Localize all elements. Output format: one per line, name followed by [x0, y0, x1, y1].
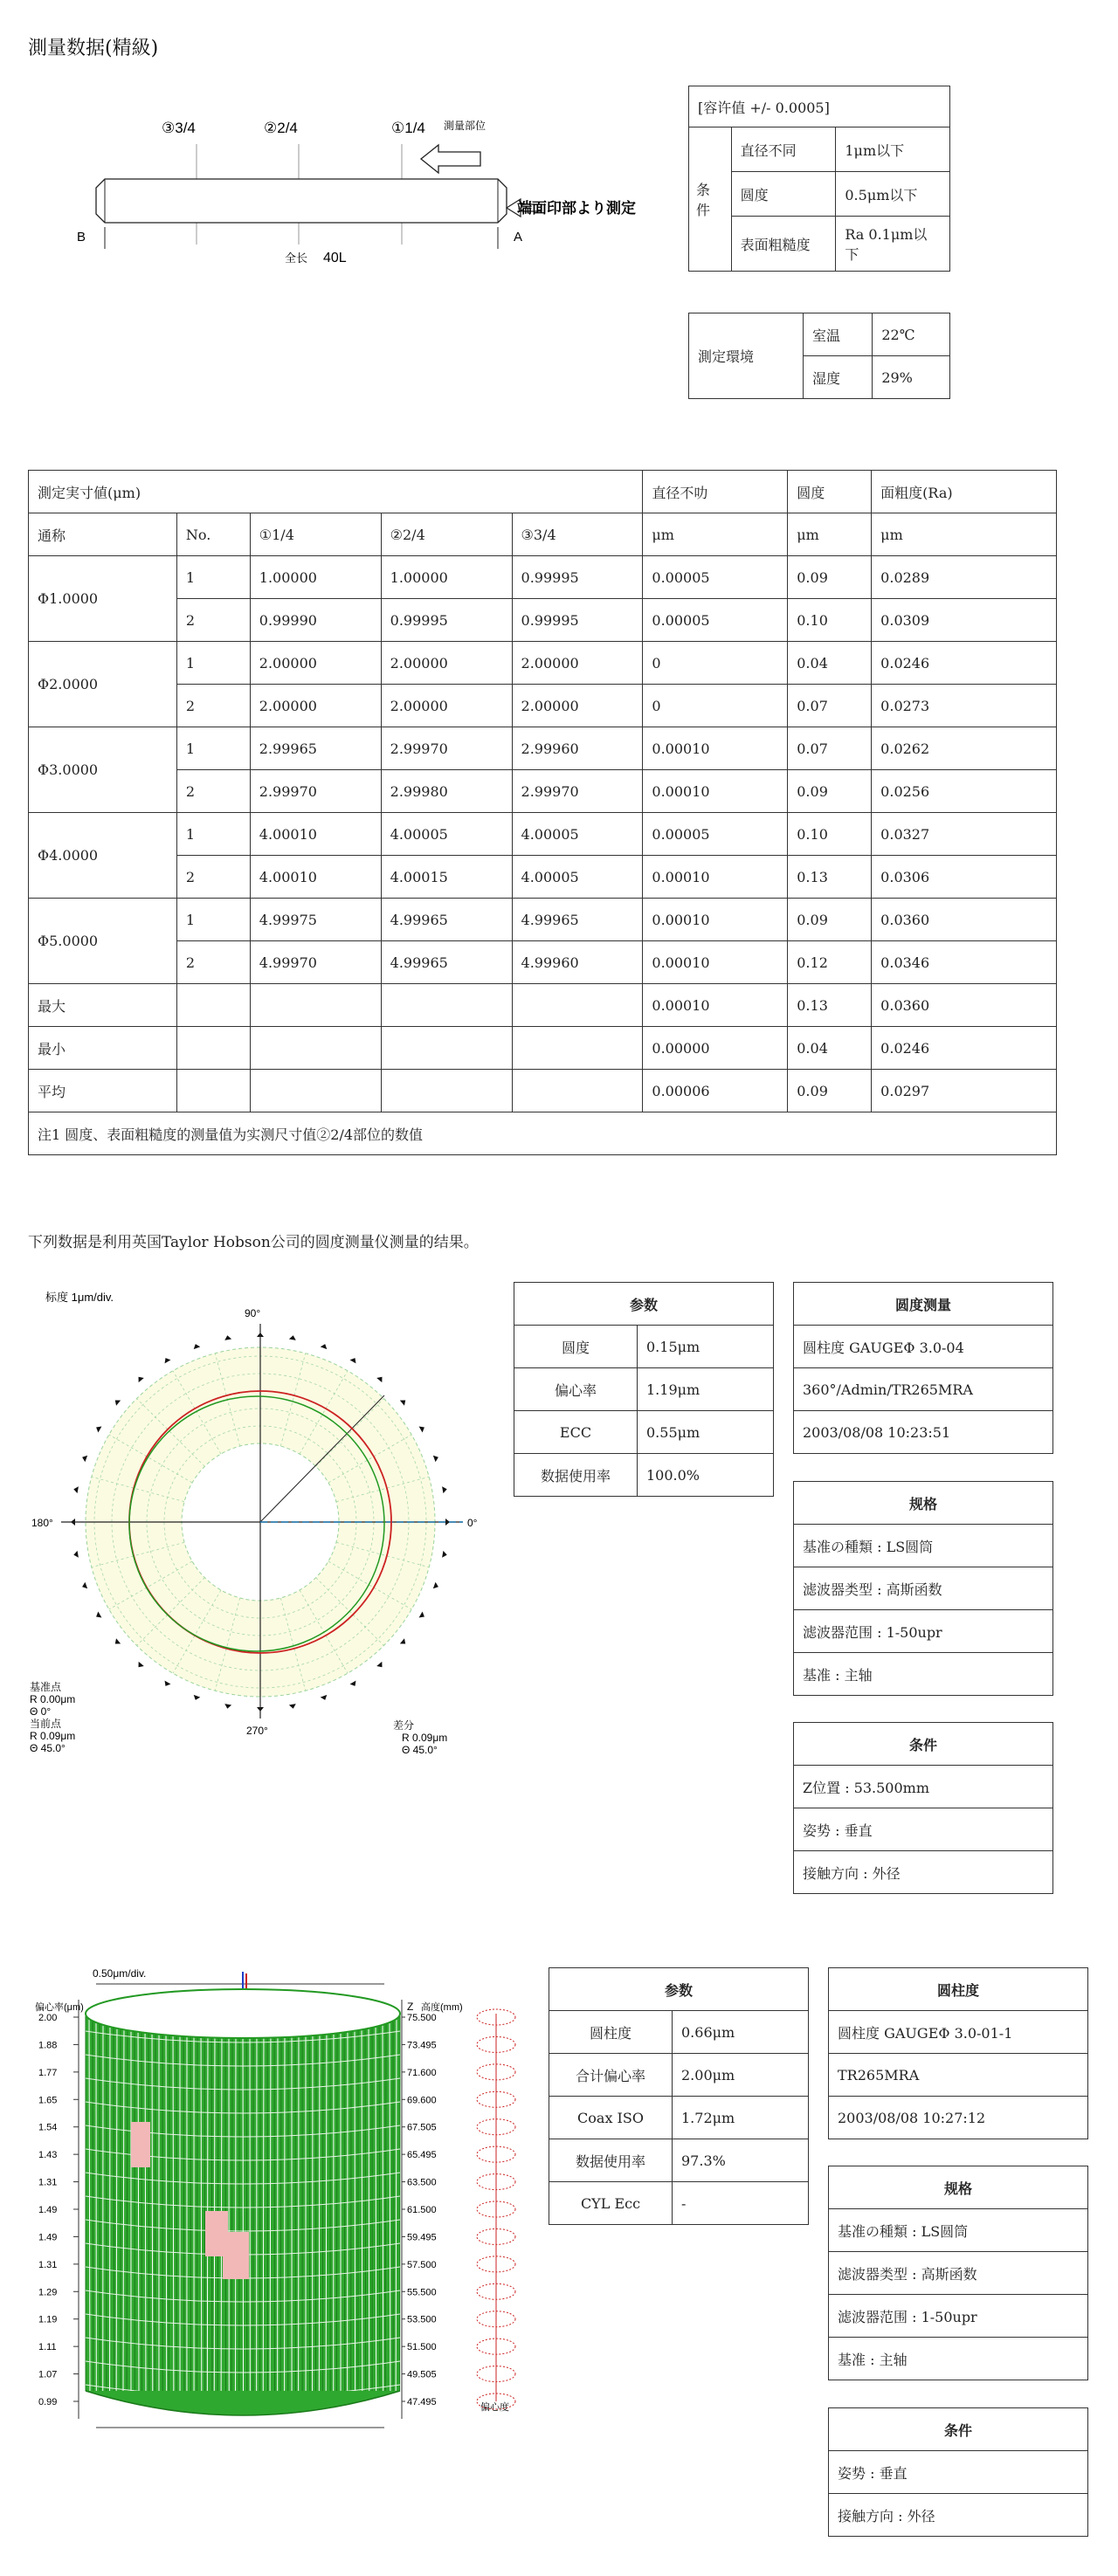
- round-cell: 0.07: [788, 685, 872, 727]
- rough-cell: 0.0256: [872, 770, 1057, 813]
- header-measured: 測定実寸値(μm): [29, 471, 643, 513]
- cylinder-hatch: [166, 2014, 167, 2391]
- round-cell: 0.10: [788, 813, 872, 856]
- condition-label: 条件: [689, 127, 732, 272]
- rough-cell: 0.0289: [872, 556, 1057, 599]
- spec-row: 滤波器范围 : 1-50upr: [829, 2295, 1088, 2338]
- length-value: 40L: [323, 251, 347, 265]
- rough-cell: 0.0360: [872, 984, 1057, 1027]
- spec-row: 基准の種類 : LS圆筒: [829, 2209, 1088, 2252]
- summary-label: 最大: [29, 984, 177, 1027]
- round-cell: 0.09: [788, 1070, 872, 1112]
- param-value: 100.0%: [638, 1454, 774, 1497]
- cond-row: 姿势 : 垂直: [794, 1808, 1053, 1851]
- p1-cell: 2.99965: [250, 727, 381, 770]
- cond-row: 接触方向 : 外径: [829, 2494, 1088, 2537]
- cur-point-theta: Θ 45.0°: [30, 1742, 66, 1754]
- param-name: 数据使用率: [514, 1454, 638, 1497]
- cylinder-top: [86, 1989, 400, 2038]
- diff-cell: 0.00010: [643, 899, 788, 941]
- rough-cell: 0.0262: [872, 727, 1057, 770]
- tolerance-name: 直径不同: [731, 127, 836, 172]
- nominal-cell: Φ1.0000: [29, 556, 177, 642]
- diff-cell: 0.00010: [643, 941, 788, 984]
- p3-cell: 4.00005: [512, 856, 643, 899]
- p2-cell: 1.00000: [381, 556, 512, 599]
- ecc-tick-label: 0.99: [38, 2397, 58, 2407]
- height-tick-label: 53.500: [407, 2314, 437, 2325]
- cylinder-bottom: [86, 2391, 400, 2415]
- sub-no: No.: [176, 513, 250, 556]
- p2-cell: 4.00005: [381, 813, 512, 856]
- p3-cell: 2.99960: [512, 727, 643, 770]
- p1-cell: 2.99970: [250, 770, 381, 813]
- height-tick-label: 67.505: [407, 2122, 437, 2133]
- height-tick-label: 51.500: [407, 2342, 437, 2353]
- cylinder-hatch: [148, 2014, 149, 2391]
- p2-cell: 2.99970: [381, 727, 512, 770]
- tolerance-table: [688, 86, 950, 272]
- nominal-cell: Φ3.0000: [29, 727, 177, 813]
- pos1-label: ①1/4: [391, 120, 425, 136]
- spec-row: 滤波器类型 : 高斯函数: [794, 1567, 1053, 1610]
- row-no: 2: [176, 685, 250, 727]
- rough-cell: 0.0246: [872, 642, 1057, 685]
- height-tick-label: 59.495: [407, 2232, 437, 2243]
- height-axis-label: 高度(mm): [421, 2002, 463, 2013]
- measure-title: 圆柱度: [829, 1968, 1088, 2011]
- z-label: Z: [407, 2001, 414, 2013]
- header-roughness: 面粗度(Ra): [872, 471, 1057, 513]
- rough-cell: 0.0327: [872, 813, 1057, 856]
- diff-cell: 0.00006: [643, 1070, 788, 1112]
- sub-p2: ②2/4: [381, 513, 512, 556]
- ecc-tick-label: 1.19: [38, 2314, 58, 2325]
- cond-row: 姿势 : 垂直: [829, 2451, 1088, 2494]
- scale-label: 标度 1μm/div.: [45, 1291, 114, 1304]
- p2-cell: 2.00000: [381, 642, 512, 685]
- cylinder-hatch: [315, 2014, 316, 2391]
- tolerance-value: Ra 0.1μm以下: [836, 217, 950, 272]
- round-cell: 0.10: [788, 599, 872, 642]
- rough-cell: 0.0346: [872, 941, 1057, 984]
- measure-site-label: 測量部位: [444, 120, 487, 132]
- param-value: 0.55μm: [638, 1411, 774, 1454]
- round-cell: 0.04: [788, 642, 872, 685]
- header-diameter-diff: 直径不叻: [643, 471, 788, 513]
- ecc-tick-label: 1.31: [38, 2177, 58, 2188]
- ecc-tick-label: 1.88: [38, 2040, 58, 2051]
- ecc-tick-label: 1.54: [38, 2122, 58, 2133]
- p2-cell: 2.99980: [381, 770, 512, 813]
- p3-cell: 2.00000: [512, 685, 643, 727]
- round-cell: 0.09: [788, 556, 872, 599]
- env-name: 湿度: [804, 356, 873, 399]
- cylinder-hatch: [204, 2014, 205, 2391]
- roundness-spec-table: [793, 1481, 1053, 1696]
- height-tick-label: 71.600: [407, 2067, 437, 2078]
- p1-cell: 0.99990: [250, 599, 381, 642]
- cyl-scale-label: 0.50μm/div.: [93, 1967, 147, 1980]
- diff-cell: 0.00010: [643, 856, 788, 899]
- param-value: 0.15μm: [638, 1326, 774, 1368]
- params-title: 参数: [514, 1283, 774, 1326]
- end-a-label: A: [514, 230, 523, 245]
- diff-cell: 0.00010: [643, 770, 788, 813]
- p3-cell: 0.99995: [512, 599, 643, 642]
- round-cell: 0.09: [788, 770, 872, 813]
- height-tick-label: 61.500: [407, 2205, 437, 2215]
- param-value: 97.3%: [673, 2139, 809, 2182]
- param-name: CYL Ecc: [549, 2182, 673, 2225]
- cur-point-r: R 0.09μm: [30, 1730, 76, 1742]
- cylinder-cond-table: [828, 2407, 1088, 2537]
- tolerance-name: 表面粗糙度: [731, 217, 836, 272]
- sub-unit: μm: [872, 513, 1057, 556]
- diff-cell: 0.00010: [643, 984, 788, 1027]
- height-tick-label: 49.505: [407, 2369, 437, 2380]
- measure-row: 2003/08/08 10:27:12: [829, 2097, 1088, 2139]
- ecc-tick-label: 1.31: [38, 2259, 58, 2270]
- shaft-diagram: [70, 105, 681, 279]
- spec-row: 滤波器类型 : 高斯函数: [829, 2252, 1088, 2295]
- ecc-bottom-label: 偏心度: [480, 2402, 509, 2413]
- round-cell: 0.07: [788, 727, 872, 770]
- cylindricity-plot: [26, 1965, 542, 2436]
- ecc-tick-label: 1.07: [38, 2369, 58, 2380]
- param-value: -: [673, 2182, 809, 2225]
- row-no: 2: [176, 941, 250, 984]
- param-value: 2.00μm: [673, 2054, 809, 2097]
- height-tick-label: 75.500: [407, 2013, 437, 2023]
- diff-theta: Θ 45.0°: [402, 1744, 438, 1756]
- spec-row: 基准 : 主轴: [794, 1653, 1053, 1696]
- deg270-label: 270°: [246, 1725, 268, 1737]
- tolerance-value: 0.5μm以下: [836, 172, 950, 217]
- defect-patch: [131, 2122, 150, 2167]
- pos3-label: ③3/4: [162, 120, 196, 136]
- p2-cell: 4.99965: [381, 899, 512, 941]
- header-roundness: 圆度: [788, 471, 872, 513]
- round-cell: 0.13: [788, 984, 872, 1027]
- deg180-label: 180°: [31, 1517, 53, 1529]
- sub-nominal: 通称: [29, 513, 177, 556]
- p3-cell: 4.99960: [512, 941, 643, 984]
- height-tick-label: 65.495: [407, 2150, 437, 2161]
- param-value: 0.66μm: [673, 2011, 809, 2054]
- measurement-table: [28, 470, 1057, 1155]
- param-name: 合计偏心率: [549, 2054, 673, 2097]
- params-title: 参数: [549, 1968, 809, 2011]
- ref-point-title: 基准点: [30, 1681, 62, 1693]
- cylinder-measure-table: [828, 1967, 1088, 2139]
- sub-unit: μm: [643, 513, 788, 556]
- cylinder-spec-table: [828, 2166, 1088, 2380]
- length-label: 全长: [285, 251, 308, 265]
- height-tick-label: 55.500: [407, 2287, 437, 2298]
- cond-row: Z位置 : 53.500mm: [794, 1766, 1053, 1808]
- p1-cell: 2.00000: [250, 685, 381, 727]
- ecc-tick-label: 1.43: [38, 2150, 58, 2161]
- env-value: 29%: [873, 356, 950, 399]
- cylinder-hatch: [319, 2014, 320, 2391]
- end-mark-label: 端面印部より測定: [517, 200, 636, 217]
- p1-cell: 2.00000: [250, 642, 381, 685]
- summary-label: 平均: [29, 1070, 177, 1112]
- height-tick-label: 57.500: [407, 2259, 437, 2270]
- p2-cell: 0.99995: [381, 599, 512, 642]
- defect-patch: [223, 2232, 249, 2279]
- tolerance-name: 圆度: [731, 172, 836, 217]
- ecc-tick-label: 1.77: [38, 2067, 58, 2078]
- roundness-measure-table: [793, 1282, 1053, 1454]
- measure-row: TR265MRA: [829, 2054, 1088, 2097]
- measure-title: 圆度测量: [794, 1283, 1053, 1326]
- row-no: 1: [176, 813, 250, 856]
- param-name: 偏心率: [514, 1368, 638, 1411]
- diff-cell: 0.00005: [643, 599, 788, 642]
- ecc-axis-label: 偏心率(μm): [35, 2002, 84, 2013]
- cylinder-hatch: [207, 2014, 208, 2391]
- height-tick-label: 73.495: [407, 2040, 437, 2051]
- cylinder-hatch: [365, 2014, 366, 2391]
- ecc-tick-label: 1.11: [38, 2342, 57, 2353]
- spec-row: 滤波器范围 : 1-50upr: [794, 1610, 1053, 1653]
- diff-title: 差分: [393, 1719, 415, 1732]
- p3-cell: 2.99970: [512, 770, 643, 813]
- p2-cell: 4.00015: [381, 856, 512, 899]
- roundness-polar-plot: [26, 1282, 498, 1771]
- p3-cell: 2.00000: [512, 642, 643, 685]
- p2-cell: 4.99965: [381, 941, 512, 984]
- measure-row: 圆柱度 GAUGEΦ 3.0-04: [794, 1326, 1053, 1368]
- rough-cell: 0.0246: [872, 1027, 1057, 1070]
- diff-cell: 0: [643, 642, 788, 685]
- round-cell: 0.04: [788, 1027, 872, 1070]
- env-value: 22℃: [873, 313, 950, 356]
- shaft-body: [96, 179, 507, 223]
- cylinder-hatch: [344, 2014, 345, 2391]
- p1-cell: 4.00010: [250, 856, 381, 899]
- round-cell: 0.13: [788, 856, 872, 899]
- param-name: ECC: [514, 1411, 638, 1454]
- table-note: 注1 圆度、表面粗糙度的测量值为实测尺寸值②2/4部位的数值: [29, 1112, 1057, 1155]
- measure-row: 圆柱度 GAUGEΦ 3.0-01-1: [829, 2011, 1088, 2054]
- row-no: 2: [176, 599, 250, 642]
- sub-unit: μm: [788, 513, 872, 556]
- sub-p1: ①1/4: [250, 513, 381, 556]
- param-name: 数据使用率: [549, 2139, 673, 2182]
- cond-title: 条件: [794, 1723, 1053, 1766]
- rough-cell: 0.0360: [872, 899, 1057, 941]
- measure-row: 360°/Admin/TR265MRA: [794, 1368, 1053, 1411]
- height-tick-label: 63.500: [407, 2177, 437, 2188]
- param-name: 圆度: [514, 1326, 638, 1368]
- nominal-cell: Φ2.0000: [29, 642, 177, 727]
- cylinder-hatch: [225, 2014, 226, 2391]
- intro-text: 下列数据是利用英国Taylor Hobson公司的圆度测量仪测量的结果。: [28, 1234, 479, 1251]
- param-value: 1.72μm: [673, 2097, 809, 2139]
- cylinder-params-table: [549, 1967, 809, 2225]
- cond-title: 条件: [829, 2408, 1088, 2451]
- row-no: 2: [176, 770, 250, 813]
- height-tick-label: 69.600: [407, 2095, 437, 2106]
- ecc-tick-label: 2.00: [38, 2013, 58, 2023]
- p2-cell: 2.00000: [381, 685, 512, 727]
- roundness-cond-table: [793, 1722, 1053, 1894]
- deg0-label: 0°: [467, 1517, 478, 1529]
- nominal-cell: Φ4.0000: [29, 813, 177, 899]
- rough-cell: 0.0273: [872, 685, 1057, 727]
- spec-title: 规格: [794, 1482, 1053, 1525]
- p1-cell: 4.99970: [250, 941, 381, 984]
- param-name: 圆柱度: [549, 2011, 673, 2054]
- rough-cell: 0.0306: [872, 856, 1057, 899]
- sub-p3: ③3/4: [512, 513, 643, 556]
- arrow-left-icon: [421, 145, 480, 173]
- summary-label: 最小: [29, 1027, 177, 1070]
- cond-row: 接触方向 : 外径: [794, 1851, 1053, 1894]
- round-cell: 0.09: [788, 899, 872, 941]
- spec-row: 基准の種類 : LS圆筒: [794, 1525, 1053, 1567]
- pos2-label: ②2/4: [264, 120, 298, 136]
- ecc-tick-label: 1.29: [38, 2287, 58, 2298]
- row-no: 1: [176, 899, 250, 941]
- measure-row: 2003/08/08 10:23:51: [794, 1411, 1053, 1454]
- diff-cell: 0.00010: [643, 727, 788, 770]
- p3-cell: 4.99965: [512, 899, 643, 941]
- diff-cell: 0.00005: [643, 556, 788, 599]
- param-value: 1.19μm: [638, 1368, 774, 1411]
- deg90-label: 90°: [245, 1307, 261, 1319]
- rough-cell: 0.0297: [872, 1070, 1057, 1112]
- row-no: 2: [176, 856, 250, 899]
- p3-cell: 0.99995: [512, 556, 643, 599]
- rough-cell: 0.0309: [872, 599, 1057, 642]
- height-tick-label: 47.495: [407, 2397, 437, 2407]
- tolerance-value: 1μm以下: [836, 127, 950, 172]
- round-cell: 0.12: [788, 941, 872, 984]
- nominal-cell: Φ5.0000: [29, 899, 177, 984]
- cur-point-title: 当前点: [30, 1718, 62, 1730]
- environment-table: [688, 313, 950, 399]
- page-title: 測量数据(精級): [28, 38, 159, 59]
- p1-cell: 4.99975: [250, 899, 381, 941]
- cylinder-hatch: [243, 2014, 244, 2391]
- diff-cell: 0.00005: [643, 813, 788, 856]
- env-name: 室温: [804, 313, 873, 356]
- p3-cell: 4.00005: [512, 813, 643, 856]
- row-no: 1: [176, 556, 250, 599]
- diff-cell: 0: [643, 685, 788, 727]
- diff-cell: 0.00000: [643, 1027, 788, 1070]
- p1-cell: 4.00010: [250, 813, 381, 856]
- ecc-tick-label: 1.65: [38, 2095, 58, 2106]
- row-no: 1: [176, 642, 250, 685]
- ref-point-theta: Θ 0°: [30, 1705, 52, 1718]
- ecc-tick-label: 1.49: [38, 2205, 58, 2215]
- end-b-label: B: [77, 230, 86, 245]
- ref-point-r: R 0.00μm: [30, 1693, 76, 1705]
- environment-label: 測定環境: [689, 313, 804, 399]
- row-no: 1: [176, 727, 250, 770]
- param-name: Coax ISO: [549, 2097, 673, 2139]
- roundness-params-table: [514, 1282, 774, 1497]
- spec-row: 基准 : 主轴: [829, 2338, 1088, 2380]
- tolerance-header: [容许值 +/- 0.0005]: [689, 86, 950, 127]
- ecc-tick-label: 1.49: [38, 2232, 58, 2243]
- cylinder-hatch: [336, 2014, 337, 2391]
- diff-r: R 0.09μm: [402, 1732, 448, 1744]
- spec-title: 规格: [829, 2166, 1088, 2209]
- p1-cell: 1.00000: [250, 556, 381, 599]
